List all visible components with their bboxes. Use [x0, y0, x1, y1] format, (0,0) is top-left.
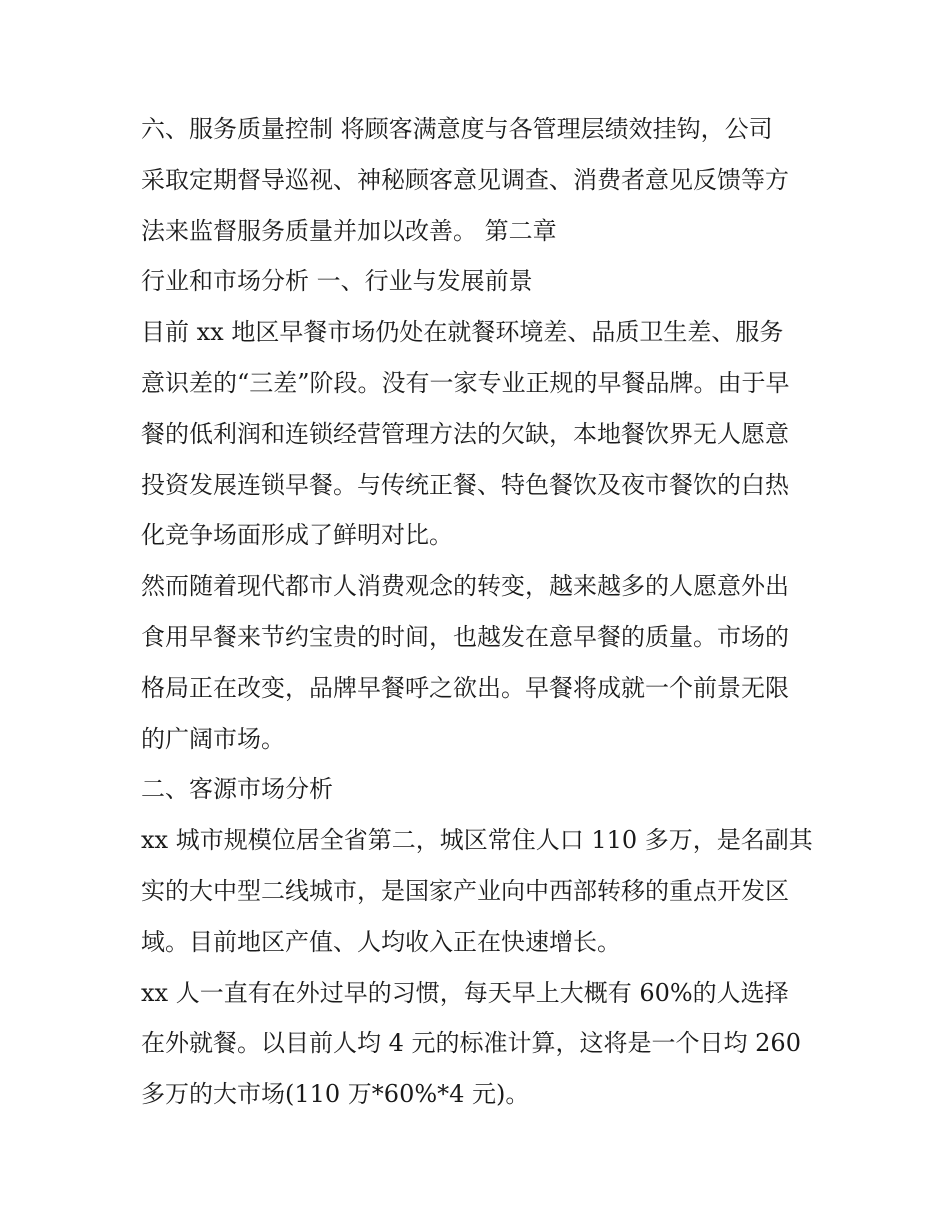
text-line: 餐的低利润和连锁经营管理方法的欠缺，本地餐饮界无人愿意	[141, 419, 789, 448]
text-line: xx 人一直有在外过早的习惯，每天早上大概有 60%的人选择	[141, 978, 789, 1007]
paragraph-customer-heading	[141, 764, 821, 815]
text-line: xx 城市规模位居全省第二，城区常住人口 110 多万，是名副其	[141, 826, 813, 855]
text-line: 域。目前地区产值、人均收入正在快速增长。	[141, 927, 621, 956]
paragraph-current-market	[141, 307, 821, 561]
text-line: 投资发展连锁早餐。与传统正餐、特色餐饮及夜市餐饮的白热	[141, 470, 789, 499]
paragraph-service-quality	[141, 104, 821, 256]
paragraph-consumer-trend	[141, 561, 821, 764]
text-line: 法来监督服务质量并加以改善。 第二章	[141, 216, 557, 245]
text-line: 行业和市场分析 一、行业与发展前景	[141, 267, 533, 296]
text-line: 的广阔市场。	[141, 724, 285, 753]
text-line: 六、服务质量控制 将顾客满意度与各管理层绩效挂钩，公司	[141, 115, 773, 143]
text-line: 格局正在改变，品牌早餐呼之欲出。早餐将成就一个前景无限	[141, 673, 789, 702]
text-line: 实的大中型二线城市，是国家产业向中西部转移的重点开发区	[141, 876, 789, 905]
paragraph-market-size	[141, 968, 821, 1120]
text-line: 意识差的“三差”阶段。没有一家专业正规的早餐品牌。由于早	[141, 368, 790, 397]
text-line: 化竞争场面形成了鲜明对比。	[141, 521, 453, 550]
paragraph-city-scale	[141, 815, 821, 967]
document-body	[141, 104, 821, 1120]
text-line: 在外就餐。以目前人均 4 元的标准计算，这将是一个日均 260	[141, 1029, 801, 1058]
text-line: 食用早餐来节约宝贵的时间，也越发在意早餐的质量。市场的	[141, 622, 789, 651]
text-line: 二、客源市场分析	[141, 775, 333, 804]
text-line: 然而随着现代都市人消费观念的转变，越来越多的人愿意外出	[141, 572, 789, 601]
text-line: 目前 xx 地区早餐市场仍处在就餐环境差、品质卫生差、服务	[141, 318, 784, 347]
text-line: 采取定期督导巡视、神秘顾客意见调查、消费者意见反馈等方	[141, 165, 789, 194]
text-line: 多万的大市场(110 万*60%*4 元)。	[141, 1080, 530, 1109]
paragraph-industry-heading	[141, 256, 821, 307]
